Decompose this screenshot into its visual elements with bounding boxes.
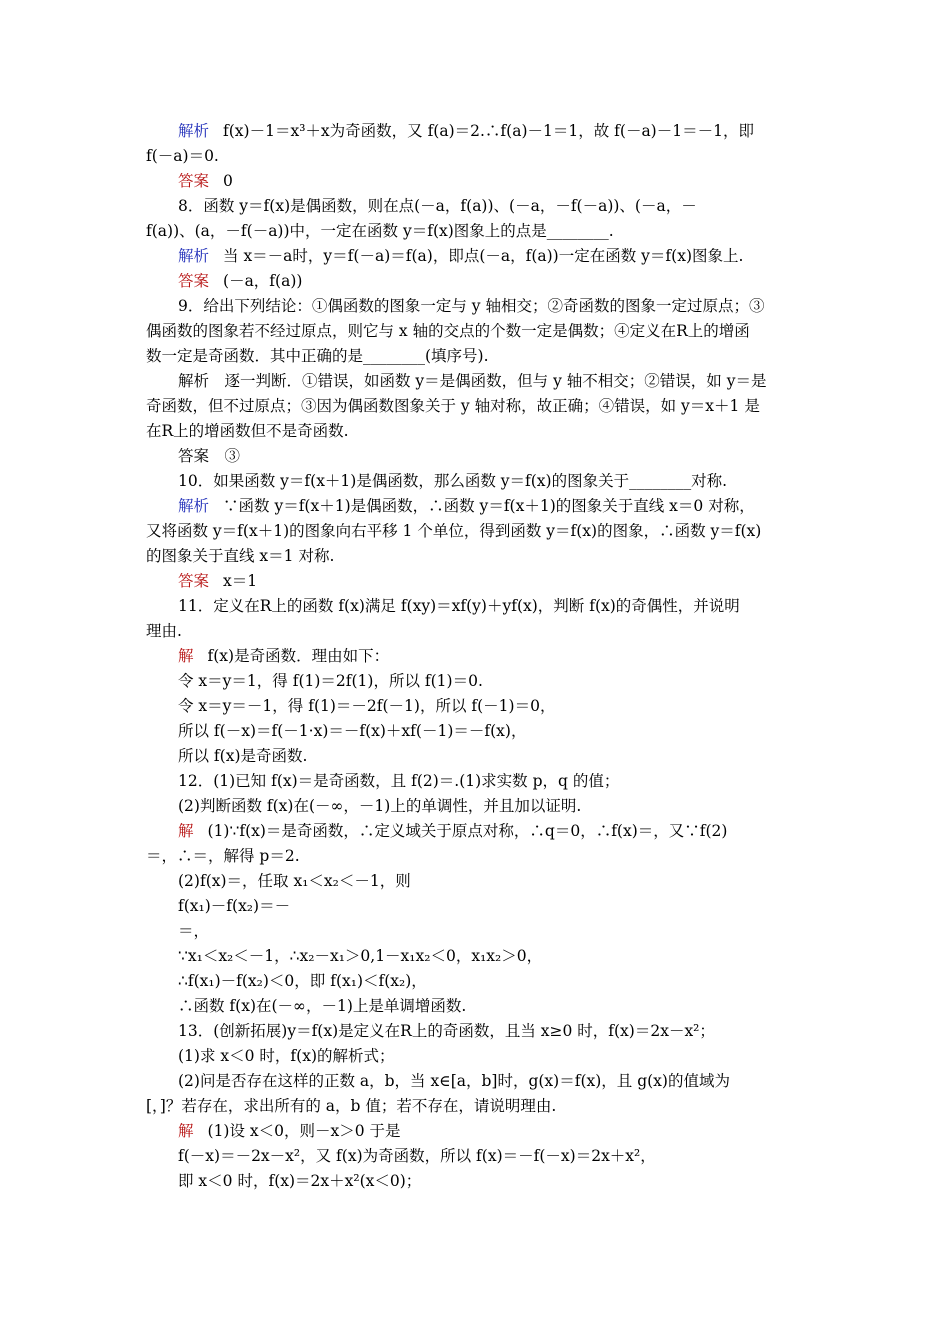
line-text: 当 x＝－a时，y＝f(－a)＝f(a)，即点(－a，f(a))一定在函数 y＝f(x)图象上. xyxy=(223,247,744,265)
text-line xyxy=(146,594,810,619)
line-text: f(－a)＝0. xyxy=(146,147,219,165)
text-line xyxy=(146,1069,810,1094)
line-text: 12．(1)已知 f(x)＝是奇函数，且 f(2)＝.(1)求实数 p，q 的值； xyxy=(178,772,620,790)
answer-label: 答案 xyxy=(178,272,210,290)
line-text: (2)问是否存在这样的正数 a，b，当 x∈[a，b]时，g(x)＝f(x)，且 g(x)的值域为 xyxy=(178,1072,730,1090)
line-text: ＝，∴＝，解得 p＝2. xyxy=(146,847,300,865)
answer-label: 答案 xyxy=(178,172,210,190)
text-line xyxy=(146,269,810,294)
analysis-label: 解析 xyxy=(178,122,210,140)
line-text: 即 x＜0 时，f(x)＝2x＋x²(x＜0)； xyxy=(178,1172,422,1190)
line-text: 令 x＝y＝－1，得 f(1)＝－2f(－1)，所以 f(－1)＝0， xyxy=(178,697,556,715)
text-line xyxy=(146,444,810,469)
line-text: 9．给出下列结论：①偶函数的图象一定与 y 轴相交；②奇函数的图象一定过原点；③ xyxy=(178,297,765,315)
text-line xyxy=(146,644,810,669)
line-text: ∴函数 f(x)在(－∞，－1)上是单调增函数. xyxy=(178,997,467,1015)
text-line xyxy=(146,294,810,319)
text-line xyxy=(146,119,810,144)
line-text: 令 x＝y＝1，得 f(1)＝2f(1)，所以 f(1)＝0. xyxy=(178,672,483,690)
text-line xyxy=(146,1094,810,1119)
text-line xyxy=(146,519,810,544)
text-line xyxy=(146,994,810,1019)
text-line xyxy=(146,1119,810,1144)
line-text: (1)求 x＜0 时，f(x)的解析式； xyxy=(178,1047,395,1065)
document-page xyxy=(146,119,810,1194)
text-line xyxy=(146,794,810,819)
line-text: (1)∵f(x)＝是奇函数，∴定义域关于原点对称，∴q＝0，∴f(x)＝，又∵f(2) xyxy=(207,822,728,840)
text-line xyxy=(146,569,810,594)
line-text: 解析 逐一判断．①错误，如函数 y＝是偶函数，但与 y 轴不相交；②错误，如 y＝是 xyxy=(178,372,767,390)
line-text: (2)判断函数 f(x)在(－∞，－1)上的单调性，并且加以证明. xyxy=(178,797,582,815)
text-line xyxy=(146,1044,810,1069)
text-line xyxy=(146,369,810,394)
line-text: 奇函数，但不过原点；③因为偶函数图象关于 y 轴对称，故正确；④错误，如 y＝x＋1 是 xyxy=(146,397,760,415)
text-line xyxy=(146,619,810,644)
text-line xyxy=(146,169,810,194)
text-line xyxy=(146,194,810,219)
text-line xyxy=(146,869,810,894)
line-text: 8．函数 y＝f(x)是偶函数，则在点(－a，f(a))、(－a，－f(－a))、(－a，－ xyxy=(178,197,697,215)
text-line xyxy=(146,344,810,369)
line-text: 数一定是奇函数．其中正确的是________(填序号). xyxy=(146,347,489,365)
text-line xyxy=(146,319,810,344)
text-line xyxy=(146,494,810,519)
text-line xyxy=(146,469,810,494)
line-text: f(x₁)－f(x₂)＝－ xyxy=(178,897,291,915)
text-line xyxy=(146,919,810,944)
line-text: 13．(创新拓展)y＝f(x)是定义在R上的奇函数，且当 x≥0 时，f(x)＝2x－x²； xyxy=(178,1022,715,1040)
answer-label: 解 xyxy=(178,822,194,840)
line-text: 答案 ③ xyxy=(178,447,241,465)
line-text: 在R上的增函数但不是奇函数. xyxy=(146,422,349,440)
text-line xyxy=(146,219,810,244)
line-text: (－a，f(a)) xyxy=(223,272,303,290)
text-line xyxy=(146,944,810,969)
answer-label: 解 xyxy=(178,647,194,665)
text-line xyxy=(146,719,810,744)
text-line xyxy=(146,144,810,169)
text-line xyxy=(146,1169,810,1194)
line-text: f(x)－1＝x³＋x为奇函数，又 f(a)＝2.∴f(a)－1＝1，故 f(－a)－1＝－1，即 xyxy=(223,122,754,140)
line-text: 所以 f(x)是奇函数. xyxy=(178,747,308,765)
line-text: ＝， xyxy=(178,922,210,940)
text-line xyxy=(146,1019,810,1044)
text-line xyxy=(146,669,810,694)
line-text: 偶函数的图象若不经过原点，则它与 x 轴的交点的个数一定是偶数；④定义在R上的增函 xyxy=(146,322,750,340)
line-text: 又将函数 y＝f(x＋1)的图象向右平移 1 个单位，得到函数 y＝f(x)的图象，∴函数 y＝f(x) xyxy=(146,522,762,540)
line-text: (1)设 x＜0，则－x＞0 于是 xyxy=(207,1122,401,1140)
text-line xyxy=(146,544,810,569)
line-text: ∵函数 y＝f(x＋1)是偶函数，∴函数 y＝f(x＋1)的图象关于直线 x＝0 对称， xyxy=(223,497,755,515)
line-text: f(a))、(a，－f(－a))中，一定在函数 y＝f(x)图象上的点是________. xyxy=(146,222,614,240)
line-text: f(－x)＝－2x－x²，又 f(x)为奇函数，所以 f(x)＝－f(－x)＝2x＋x²， xyxy=(178,1147,656,1165)
line-text: x＝1 xyxy=(223,572,258,590)
text-line xyxy=(146,394,810,419)
text-line xyxy=(146,844,810,869)
text-line xyxy=(146,769,810,794)
line-text: [，]？若存在，求出所有的 a，b 值；若不存在，请说明理由. xyxy=(146,1097,557,1115)
line-text: (2)f(x)＝，任取 x₁＜x₂＜－1，则 xyxy=(178,872,411,890)
text-line xyxy=(146,819,810,844)
line-text: 0 xyxy=(223,172,233,190)
analysis-label: 解析 xyxy=(178,497,210,515)
analysis-label: 解析 xyxy=(178,247,210,265)
text-line xyxy=(146,969,810,994)
text-line xyxy=(146,694,810,719)
text-line xyxy=(146,894,810,919)
line-text: f(x)是奇函数．理由如下： xyxy=(207,647,390,665)
line-text: 理由. xyxy=(146,622,182,640)
text-line xyxy=(146,744,810,769)
answer-label: 解 xyxy=(178,1122,194,1140)
line-text: 11．定义在R上的函数 f(x)满足 f(xy)＝xf(y)＋yf(x)，判断 f(x)的奇偶性，并说明 xyxy=(178,597,740,615)
text-line xyxy=(146,419,810,444)
line-text: 10．如果函数 y＝f(x＋1)是偶函数，那么函数 y＝f(x)的图象关于________对称. xyxy=(178,472,728,490)
text-line xyxy=(146,244,810,269)
answer-label: 答案 xyxy=(178,572,210,590)
line-text: 的图象关于直线 x＝1 对称. xyxy=(146,547,335,565)
line-text: ∴f(x₁)－f(x₂)＜0，即 f(x₁)＜f(x₂)， xyxy=(178,972,427,990)
line-text: ∵x₁＜x₂＜－1，∴x₂－x₁＞0,1－x₁x₂＜0，x₁x₂＞0， xyxy=(178,947,543,965)
text-line xyxy=(146,1144,810,1169)
line-text: 所以 f(－x)＝f(－1·x)＝－f(x)＋xf(－1)＝－f(x)， xyxy=(178,722,527,740)
